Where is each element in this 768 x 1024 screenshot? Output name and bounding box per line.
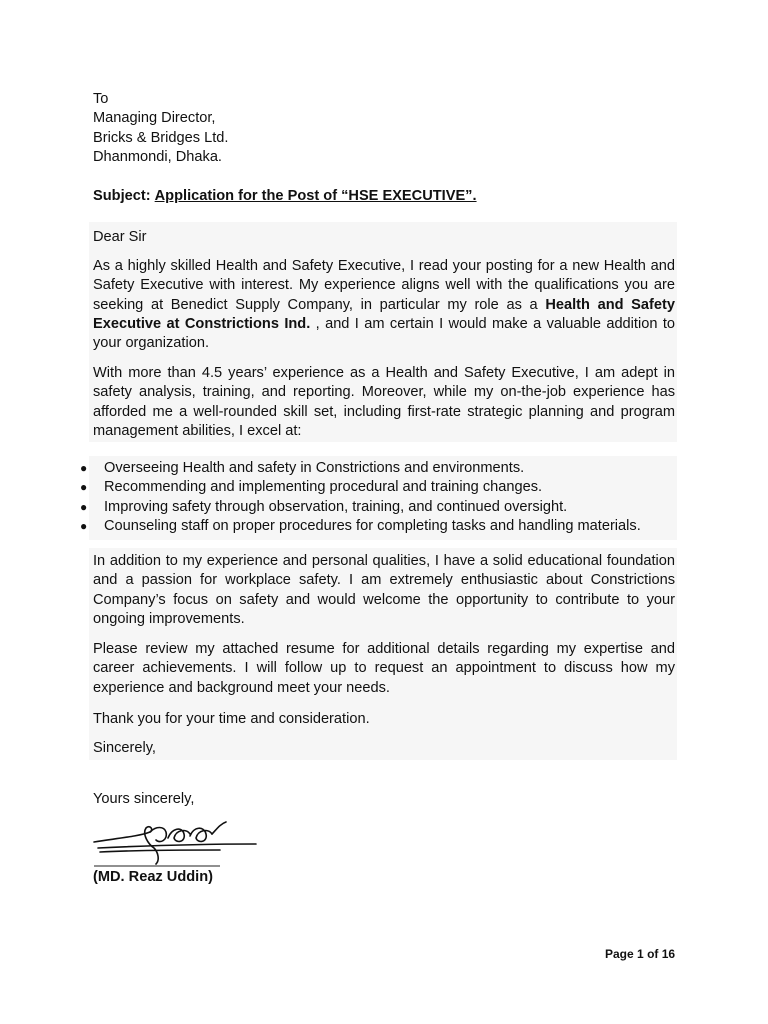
paragraph-thanks: Thank you for your time and consideration. xyxy=(93,711,370,727)
paragraph-intro-text: As a highly skilled Health and Safety Executive, I read your posting for a new Health and Safety Executive with interest. My experience aligns well with the qualifications you are seeking at Benedict Supply Company, in particular my role as a xyxy=(93,258,675,313)
subject-line xyxy=(93,188,477,204)
paragraph-experience: With more than 4.5 years’ experience as a Health and Safety Executive, I am adept in safety analysis, training, and reporting. Moreover, while my on-the-job experience has afforded me a well-rounded skill set, including first-rate strategic planning and program management abilities, I excel at: xyxy=(93,365,675,439)
recipient-line: To xyxy=(93,91,109,107)
list-item xyxy=(72,478,682,497)
salutation: Dear Sir xyxy=(93,229,147,245)
skills-list xyxy=(72,459,682,536)
list-item xyxy=(72,498,682,517)
paragraph-education: In addition to my experience and personal qualities, I have a solid educational foundation and a passion for workplace safety. I am extremely enthusiastic about Constrictions Company’s focus on safety and would welcome the opportunity to contribute to your ongoing improvements. xyxy=(93,553,675,627)
list-item-text: Improving safety through observation, training, and continued oversight. xyxy=(104,498,568,515)
list-item-text: Recommending and implementing procedural and training changes. xyxy=(104,479,543,496)
signature-image xyxy=(80,814,280,870)
subject-title: Application for the Post of “HSE EXECUTIVE”. xyxy=(154,188,477,204)
bullet-icon: ● xyxy=(80,499,88,514)
list-item xyxy=(72,459,682,478)
bullet-icon: ● xyxy=(80,480,88,495)
subject-label: Subject: xyxy=(93,188,151,204)
signer-name: (MD. Reaz Uddin) xyxy=(93,869,213,885)
recipient-address xyxy=(93,90,228,167)
paragraph-intro-bold: Health and Safety Executive at Constrictions Ind. xyxy=(93,296,675,332)
bullet-icon: ● xyxy=(80,518,88,533)
list-item-text: Counseling staff on proper procedures for completing tasks and handling materials. xyxy=(104,517,641,534)
list-item-text: Overseeing Health and safety in Constrictions and environments. xyxy=(104,460,525,476)
recipient-line: Dhanmondi, Dhaka. xyxy=(93,148,222,165)
paragraph-resume: Please review my attached resume for additional details regarding my expertise and career achievements. I will follow up to request an appointment to discuss how my experience and background meet your needs. xyxy=(93,641,675,696)
paragraph-intro xyxy=(93,257,675,353)
of-label: of xyxy=(647,947,659,961)
recipient-line: Bricks & Bridges Ltd. xyxy=(93,129,229,146)
current-page: 1 xyxy=(637,947,644,961)
list-item xyxy=(72,517,682,536)
bullet-icon: ● xyxy=(80,461,88,475)
recipient-line: Managing Director, xyxy=(93,110,216,127)
closing-yours-sincerely: Yours sincerely, xyxy=(93,791,195,807)
page-indicator xyxy=(605,947,675,961)
total-pages: 16 xyxy=(661,947,676,961)
page-label: Page xyxy=(605,947,634,961)
paragraph-intro-tail: , and I am certain I would make a valuable addition to your organization. xyxy=(93,315,675,352)
closing-sincerely: Sincerely, xyxy=(93,740,156,756)
